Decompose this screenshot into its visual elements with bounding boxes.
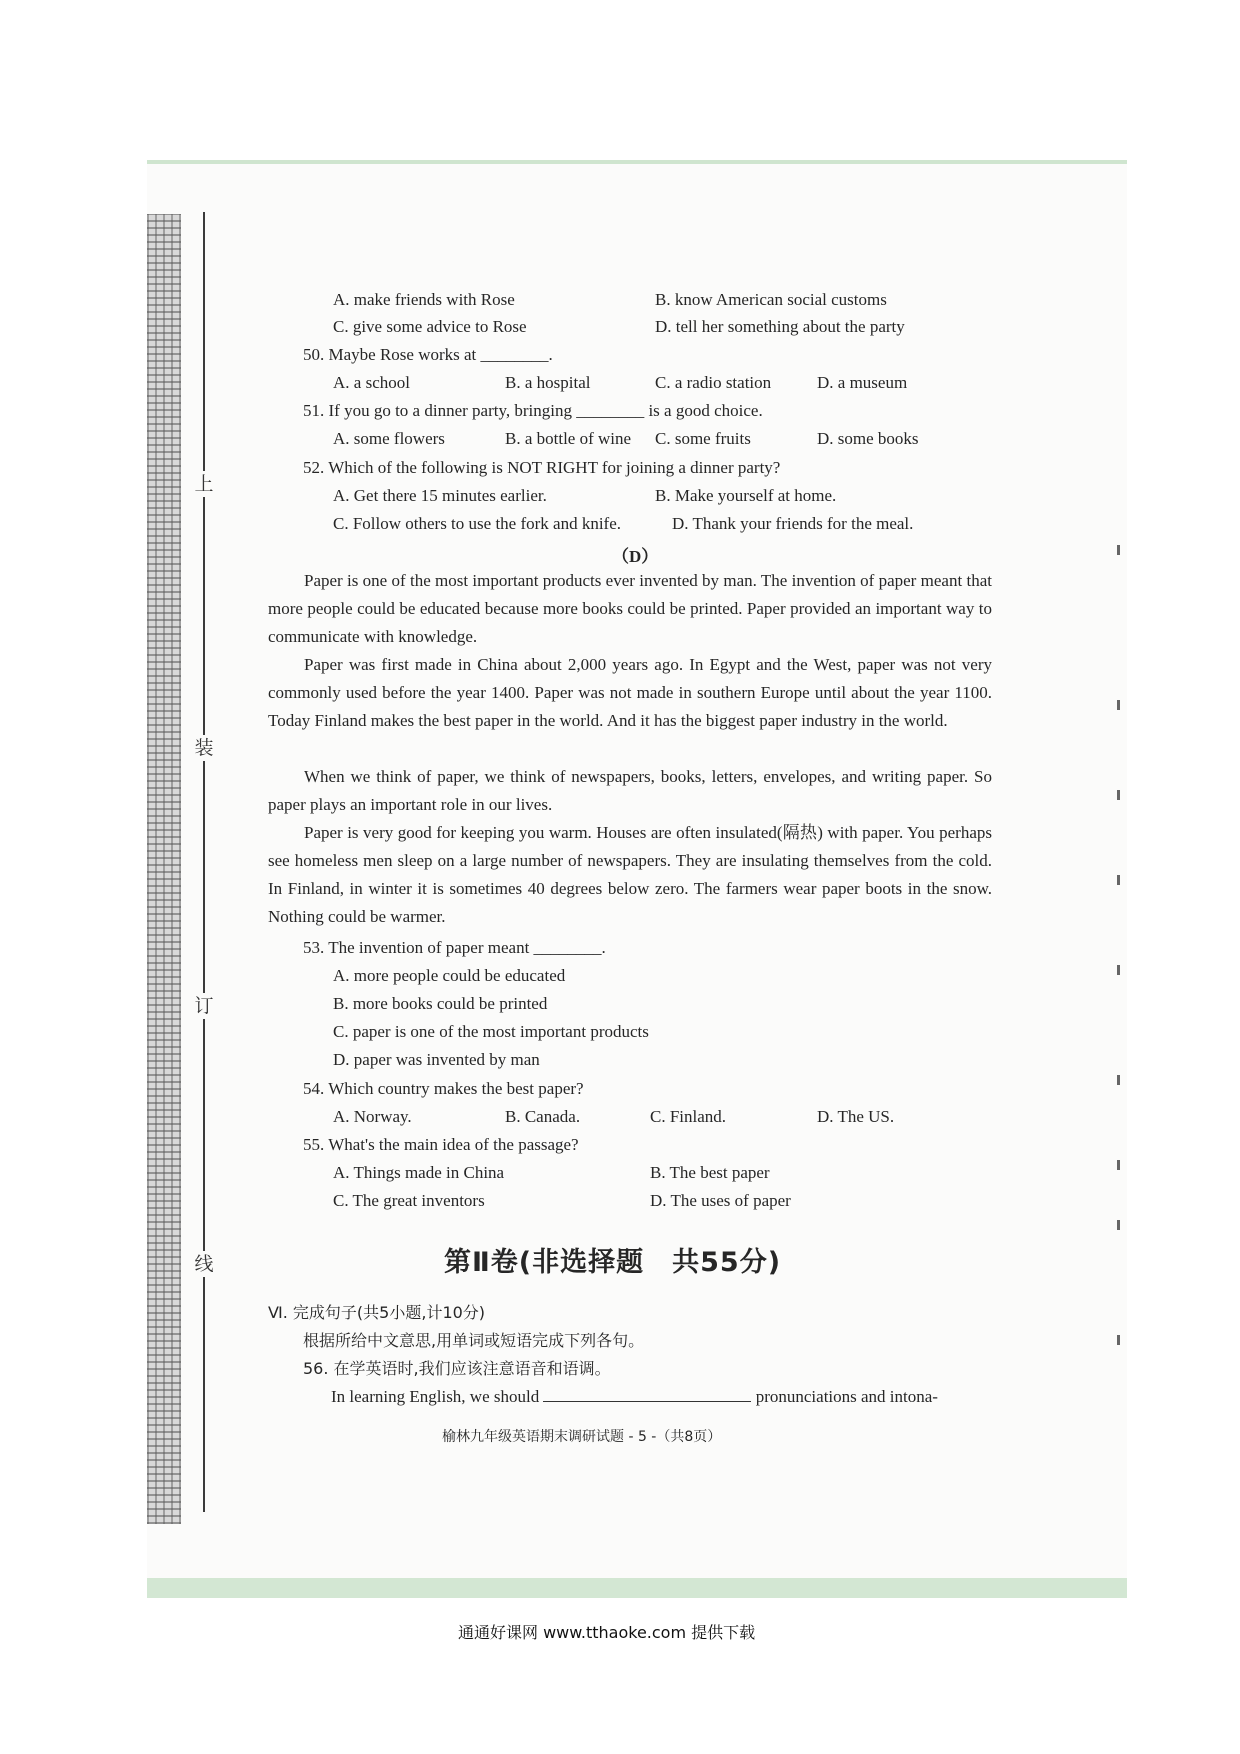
q53-stem: 53. The invention of paper meant ________. (303, 938, 606, 957)
passage-paragraph-2: Paper was first made in China about 2,000 years ago. In Egypt and the West, paper was not very commonly used before the year 1400. Paper was not made in southern Europe until about the year 1100. Today Finland makes the best paper in the world. And it has the biggest paper industry in the world. (268, 655, 992, 730)
binding-label-zhuang: 装 (189, 735, 219, 761)
q53-option-a: A. more people could be educated (333, 966, 566, 985)
scan-edge-mark (1117, 790, 1120, 800)
q56-english-sentence (331, 1386, 938, 1408)
scan-edge-mark (1117, 1335, 1120, 1345)
q49-option-d: D. tell her something about the party (655, 317, 905, 336)
q52-option-a: A. Get there 15 minutes earlier. (333, 486, 547, 505)
q56-sentence-start: In learning English, we should (331, 1387, 540, 1406)
q54-option-b: B. Canada. (505, 1107, 581, 1126)
q56-sentence-end: pronunciations and intona- (755, 1387, 938, 1406)
site-download-footer: 通通好课网 www.tthaoke.com 提供下载 (458, 1623, 756, 1642)
q51-option-b: B. a bottle of wine (505, 429, 632, 448)
q50-option-b: B. a hospital (505, 373, 591, 392)
binding-label-xian: 线 (189, 1251, 219, 1277)
q53-option-b: B. more books could be printed (333, 994, 548, 1013)
q49-option-b: B. know American social customs (655, 290, 887, 309)
q49-option-a: A. make friends with Rose (333, 290, 515, 309)
q51-option-c: C. some fruits (655, 429, 751, 448)
passage-d-label: （D） (612, 547, 659, 566)
q53-option-d: D. paper was invented by man (333, 1050, 540, 1069)
q54-option-d: D. The US. (817, 1107, 895, 1126)
exam-page-footer: 榆林九年级英语期末调研试题 - 5 -（共8页） (442, 1429, 722, 1445)
q54-option-c: C. Finland. (650, 1107, 727, 1126)
q53-option-c: C. paper is one of the most important products (333, 1022, 649, 1041)
q55-option-a: A. Things made in China (333, 1163, 505, 1182)
q54-stem: 54. Which country makes the best paper? (303, 1079, 584, 1098)
binding-label-ding: 订 (189, 993, 219, 1019)
passage-paragraph-3: When we think of paper, we think of newspapers, books, letters, envelopes, and writing paper. So paper plays an important role in our lives. (268, 767, 992, 814)
scan-edge-mark (1117, 1160, 1120, 1170)
scan-edge-mark (1117, 1220, 1120, 1230)
q55-option-d: D. The uses of paper (650, 1191, 791, 1210)
binding-label-shang: 上 (189, 471, 219, 497)
bottom-green-band (147, 1578, 1127, 1598)
q52-stem: 52. Which of the following is NOT RIGHT for joining a dinner party? (303, 458, 781, 477)
q52-option-d: D. Thank your friends for the meal. (672, 514, 914, 533)
scan-edge-mark (1117, 700, 1120, 710)
q50-option-d: D. a museum (817, 373, 908, 392)
q56-chinese-prompt: 56. 在学英语时,我们应该注意语音和语调。 (303, 1359, 611, 1378)
q55-option-c: C. The great inventors (333, 1191, 485, 1210)
scan-edge-mark (1117, 875, 1120, 885)
q50-option-c: C. a radio station (655, 373, 772, 392)
q49-option-c: C. give some advice to Rose (333, 317, 527, 336)
scan-edge-mark (1117, 545, 1120, 555)
passage-paragraph-4: Paper is very good for keeping you warm. Houses are often insulated(隔热) with paper. You perhaps see homeless men sleep on a large number of newspapers. They are insulating themselves from the cold. In Finland, in winter it is sometimes 40 degrees below zero. The farmers wear paper boots in the snow. Nothing could be warmer. (268, 823, 992, 926)
q52-option-c: C. Follow others to use the fork and knife. (333, 514, 622, 533)
q55-stem: 55. What's the main idea of the passage? (303, 1135, 579, 1154)
section-ii-title: 第Ⅱ卷(非选择题 共55分) (444, 1247, 782, 1278)
q50-option-a: A. a school (333, 373, 410, 392)
q55-option-b: B. The best paper (650, 1163, 770, 1182)
q52-option-b: B. Make yourself at home. (655, 486, 837, 505)
binding-line (203, 212, 205, 1512)
q51-option-a: A. some flowers (333, 429, 445, 448)
q54-option-a: A. Norway. (333, 1107, 412, 1126)
q50-stem: 50. Maybe Rose works at ________. (303, 345, 553, 364)
binding-pattern-strip (147, 214, 181, 1524)
section-vi-heading: Ⅵ. 完成句子(共5小题,计10分) (268, 1303, 486, 1322)
q51-option-d: D. some books (817, 429, 919, 448)
q56-answer-blank[interactable] (543, 1386, 751, 1402)
scan-edge-mark (1117, 965, 1120, 975)
q51-stem: 51. If you go to a dinner party, bringing ________ is a good choice. (303, 401, 763, 420)
section-vi-instruction: 根据所给中文意思,用单词或短语完成下列各句。 (303, 1331, 645, 1350)
passage-paragraph-1: Paper is one of the most important products ever invented by man. The invention of paper meant that more people could be educated because more books could be printed. Paper provided an important way to communicate with knowledge. (268, 571, 992, 646)
scan-edge-mark (1117, 1075, 1120, 1085)
